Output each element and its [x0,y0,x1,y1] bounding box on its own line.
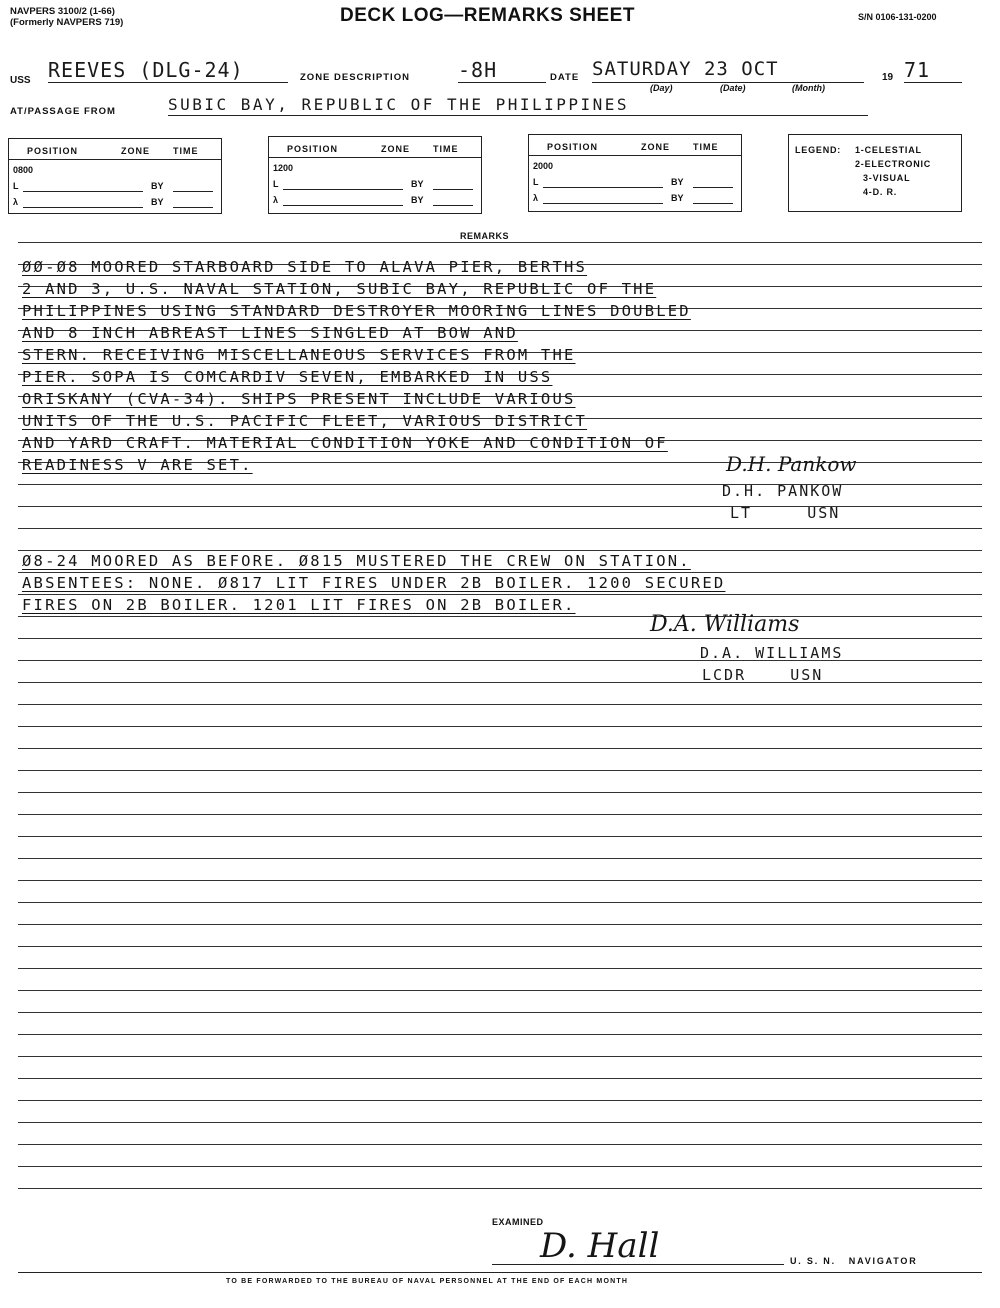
longitude-label: λ [533,193,539,203]
ruled-line [18,836,982,837]
month-caption: (Month) [792,83,825,93]
year-prefix: 19 [882,72,894,83]
remarks-line: UNITS OF THE U.S. PACIFIC FLEET, VARIOUS DISTRICT [22,412,588,430]
forwarding-note: TO BE FORWARDED TO THE BUREAU OF NAVAL PERSONNEL AT THE END OF EACH MONTH [226,1278,629,1285]
at-passage-value: SUBIC BAY, REPUBLIC OF THE PHILIPPINES [168,95,868,116]
longitude-label: λ [13,197,19,207]
officer-rank: LT USN [730,504,841,522]
serial-number: S/N 0106-131-0200 [858,12,937,22]
by-label: BY [411,195,424,205]
remarks-line: READINESS V ARE SET. [22,456,253,474]
zone-header: ZONE [381,144,411,154]
ruled-line [18,1034,982,1035]
at-passage-label: AT/PASSAGE FROM [10,106,116,117]
ruled-line [18,726,982,727]
ruled-line [18,924,982,925]
remarks-line: PIER. SOPA IS COMCARDIV SEVEN, EMBARKED IN USS [22,368,553,386]
ruled-line [18,704,982,705]
ruled-line [18,528,982,529]
remarks-header: REMARKS [460,231,510,241]
legend-item: 2-ELECTRONIC [855,159,932,169]
uss-label: USS [10,75,31,86]
date-label: DATE [550,72,580,83]
remarks-line: PHILIPPINES USING STANDARD DESTROYER MOORING LINES DOUBLED [22,302,691,320]
examined-label: EXAMINED [492,1217,544,1227]
ruled-line [18,1188,982,1189]
remarks-line: ØØ-Ø8 MOORED STARBOARD SIDE TO ALAVA PIER, BERTHS [22,258,588,276]
zone-label: ZONE DESCRIPTION [300,72,410,83]
time-header: TIME [693,142,719,152]
date-caption: (Date) [720,83,746,93]
navigator-signature: D. Hall [540,1226,660,1266]
position-header: POSITION [547,142,599,152]
ruled-line [18,1056,982,1057]
ruled-line [18,638,982,639]
position-box-0800 [8,138,222,214]
by-label: BY [411,179,424,189]
remarks-line: STERN. RECEIVING MISCELLANEOUS SERVICES FROM THE [22,346,576,364]
position-time-value: 0800 [13,165,34,175]
position-header: POSITION [287,144,339,154]
by-label: BY [151,181,164,191]
remarks-line: AND YARD CRAFT. MATERIAL CONDITION YOKE AND CONDITION OF [22,434,668,452]
officer-rank: LCDR USN [702,666,824,684]
page-title: DECK LOG—REMARKS SHEET [340,5,635,26]
examined-line [492,1264,784,1265]
officer-signature: D.H. Pankow [726,452,857,476]
position-box-2000 [528,134,742,212]
remarks-line: 2 AND 3, U.S. NAVAL STATION, SUBIC BAY, REPUBLIC OF THE [22,280,657,298]
ruled-line [18,1078,982,1079]
legend-item: 4-D. R. [863,187,898,197]
position-time-value: 1200 [273,163,294,173]
zone-value: -8H [458,58,546,83]
ruled-line [18,858,982,859]
navigator-label: U. S. N. NAVIGATOR [790,1256,918,1266]
zone-header: ZONE [641,142,671,152]
ruled-line [18,902,982,903]
ruled-line [18,792,982,793]
officer-name: D.A. WILLIAMS [700,644,844,662]
officer-signature: D.A. Williams [650,612,800,637]
uss-value: REEVES (DLG-24) [48,58,288,83]
by-label: BY [151,197,164,207]
ruled-line [18,1144,982,1145]
remarks-line: FIRES ON 2B BOILER. 1201 LIT FIRES ON 2B BOILER. [22,596,576,614]
ruled-line [18,594,982,595]
ruled-line [18,770,982,771]
year-value: 71 [904,58,962,83]
ruled-line [18,572,982,573]
latitude-label: L [13,181,19,191]
remarks-line: ABSENTEES: NONE. Ø817 LIT FIRES UNDER 2B BOILER. 1200 SECURED [22,574,726,592]
zone-header: ZONE [121,146,151,156]
time-header: TIME [433,144,459,154]
ruled-line [18,616,982,617]
position-header: POSITION [27,146,79,156]
ruled-line [18,1100,982,1101]
legend-label: LEGEND: [795,145,842,155]
position-box-1200 [268,136,482,214]
latitude-label: L [533,177,539,187]
by-label: BY [671,193,684,203]
time-header: TIME [173,146,199,156]
ruled-line [18,946,982,947]
ruled-line [18,1122,982,1123]
ruled-line [18,242,982,243]
ruled-line [18,968,982,969]
position-time-value: 2000 [533,161,554,171]
ruled-line [18,550,982,551]
longitude-label: λ [273,195,279,205]
ruled-line [18,748,982,749]
remarks-line: Ø8-24 MOORED AS BEFORE. Ø815 MUSTERED THE CREW ON STATION. [22,552,691,570]
ruled-line [18,880,982,881]
ruled-line [18,1012,982,1013]
ruled-line [18,1166,982,1167]
legend-item: 3-VISUAL [863,173,911,183]
remarks-line: ORISKANY (CVA-34). SHIPS PRESENT INCLUDE VARIOUS [22,390,576,408]
form-number: NAVPERS 3100/2 (1-66) (Formerly NAVPERS 719) [10,6,124,28]
legend-item: 1-CELESTIAL [855,145,922,155]
date-value: SATURDAY 23 OCT [592,58,864,83]
remarks-line: AND 8 INCH ABREAST LINES SINGLED AT BOW AND [22,324,518,342]
ruled-line [18,814,982,815]
day-caption: (Day) [650,83,673,93]
legend-box [788,134,962,212]
ruled-line [18,682,982,683]
by-label: BY [671,177,684,187]
latitude-label: L [273,179,279,189]
officer-name: D.H. PANKOW [722,482,844,500]
ruled-line [18,990,982,991]
footer-rule [18,1272,982,1273]
